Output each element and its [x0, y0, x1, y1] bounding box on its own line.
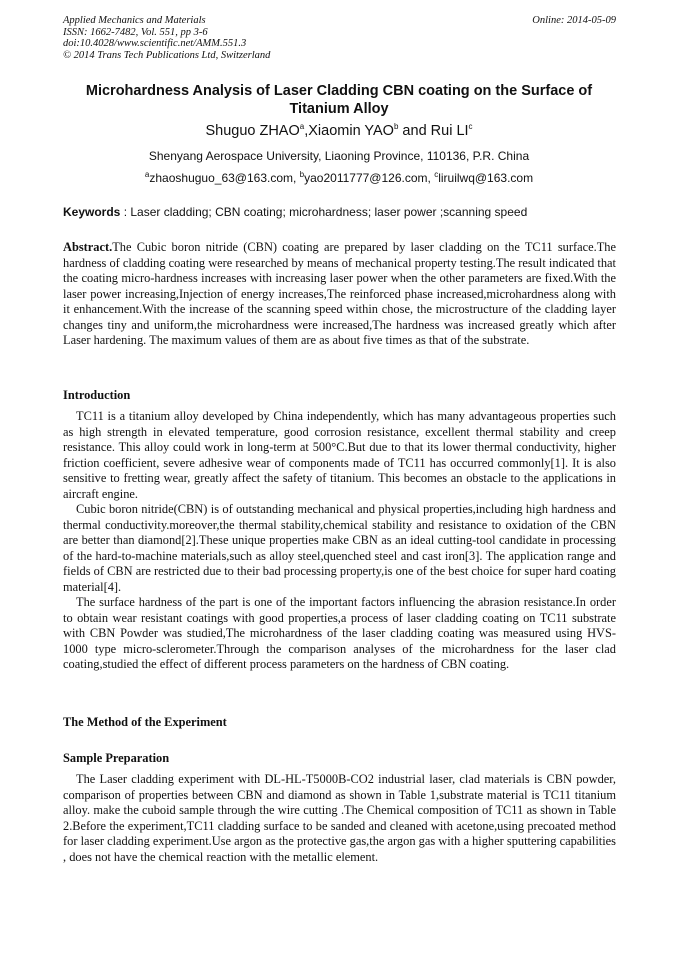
intro-paragraph-1: TC11 is a titanium alloy developed by China independently, which has many advantageous properties such as high strength in elevated temperature, good corrosion resistance, excellent thermal stability and creep resistance. This alloy could work in long-term at 500°C.But due to that its lower thermal conductivity, higher friction coefficient, severe adhesive wear of components made of TC11 has occurred commonly[1]. It is also sensitive to fretting wear, greatly affect the safety of titanium. This becomes an obstacle to the applications in aircraft engine. [63, 409, 616, 501]
email-3: liruilwq@163.com [438, 171, 534, 185]
author-2: ,Xiaomin YAO [304, 123, 394, 139]
introduction-heading: Introduction [63, 388, 131, 402]
journal-name: Applied Mechanics and Materials [63, 15, 206, 26]
keywords-line [63, 205, 616, 220]
intro-paragraph-3: The surface hardness of the part is one of the important factors influencing the abrasion resistance.In order to obtain wear resistant coatings with good properties,a process of laser cladding coating on TC11 substrate with CBN Powder was studied,The microhardness of the laser cladding coating was measured using HVS-1000 type micro-sclerometer.Through the comparison analyses of the microhardness for the laser clad coating,studied the effect of different process parameters on the hardness of CBN coating. [63, 595, 616, 671]
sample-preparation-heading: Sample Preparation [63, 751, 170, 765]
affiliation: Shenyang Aerospace University, Liaoning Province, 110136, P.R. China [148, 149, 530, 163]
email-2: yao2011777@126.com, [304, 171, 435, 185]
author-line [62, 122, 616, 140]
paper-title: Microhardness Analysis of Laser Cladding CBN coating on the Surface of Titanium Alloy [85, 83, 593, 117]
email-3-sup: c [434, 170, 439, 179]
doi-line: doi:10.4028/www.scientific.net/AMM.551.3 [63, 38, 247, 49]
keywords-label: Keywords [63, 205, 121, 219]
abstract-text: The Cubic boron nitride (CBN) coating are prepared by laser cladding on the TC11 surface.The hardness of cladding coating were researched by means of mechanical property testing.The result indicated that the coating micro-hardness increases with increasing laser power when the other parameters are fixed.With the laser power increasing,Injection of energy increases,The reinforced phase increased,microhardness along with it enhancement.With the increase of the scanning speed within chose, the microstructure of the cladding layer changes tiny and uniform,the microhardness were increased,The hardness was increased greatly which after Laser hardening. The maximum values of them are as about five times as that of the substrate. [63, 240, 616, 347]
intro-paragraph-2: Cubic boron nitride(CBN) is of outstanding mechanical and physical properties,including high hardness and thermal conductivity.moreover,the thermal stability,chemical stability and resistance to oxidation of the CBN are better than diamond[2].These unique properties make CBN as an ideal cutting-tool candidate in processing of the hard-to-machine materials,such as alloy steel,quenched steel and cast iron[3]. The application range and fields of CBN are restricted due to their bad processing property,is one of the best choice for super hard coating material[4]. [63, 502, 616, 594]
introduction-body [63, 409, 616, 673]
email-line [62, 171, 616, 186]
abstract [63, 240, 616, 349]
author-1: Shuguo ZHAO [205, 123, 300, 139]
keywords-text: : Laser cladding; CBN coating; microhardness; laser power ;scanning speed [120, 205, 528, 219]
email-1: zhaoshuguo_63@163.com, [149, 171, 300, 185]
copyright-line: © 2014 Trans Tech Publications Ltd, Switzerland [63, 49, 271, 61]
journal-header [63, 15, 270, 61]
author-1-sup: a [299, 122, 305, 132]
online-date: Online: 2014-05-09 [532, 15, 616, 26]
issn-line: ISSN: 1662-7482, Vol. 551, pp 3-6 [63, 26, 208, 38]
author-3: and Rui LI [398, 123, 469, 139]
email-1-sup: a [144, 170, 150, 179]
sample-preparation-body [63, 772, 616, 865]
author-3-sup: c [468, 122, 473, 132]
author-2-sup: b [393, 122, 399, 132]
method-heading: The Method of the Experiment [63, 715, 227, 729]
abstract-label: Abstract. [63, 240, 113, 254]
sample-paragraph-1: The Laser cladding experiment with DL-HL-T5000B-CO2 industrial laser, clad materials is CBN powder, comparison of properties between CBN and diamond as shown in Table 1,substrate material is TC11 titanium alloy. make the cuboid sample through the wire cutting .The Chemical composition of TC11 as shown in Table 2.Before the experiment,TC11 cladding surface to be sanded and cleaned with acetone,using precoated method for laser cladding experiment.Use argon as the protective gas,the argon gas with a higher sputtering capabilities , does not have the chemical reaction with the metallic element. [63, 772, 616, 864]
email-2-sup: b [299, 170, 305, 179]
